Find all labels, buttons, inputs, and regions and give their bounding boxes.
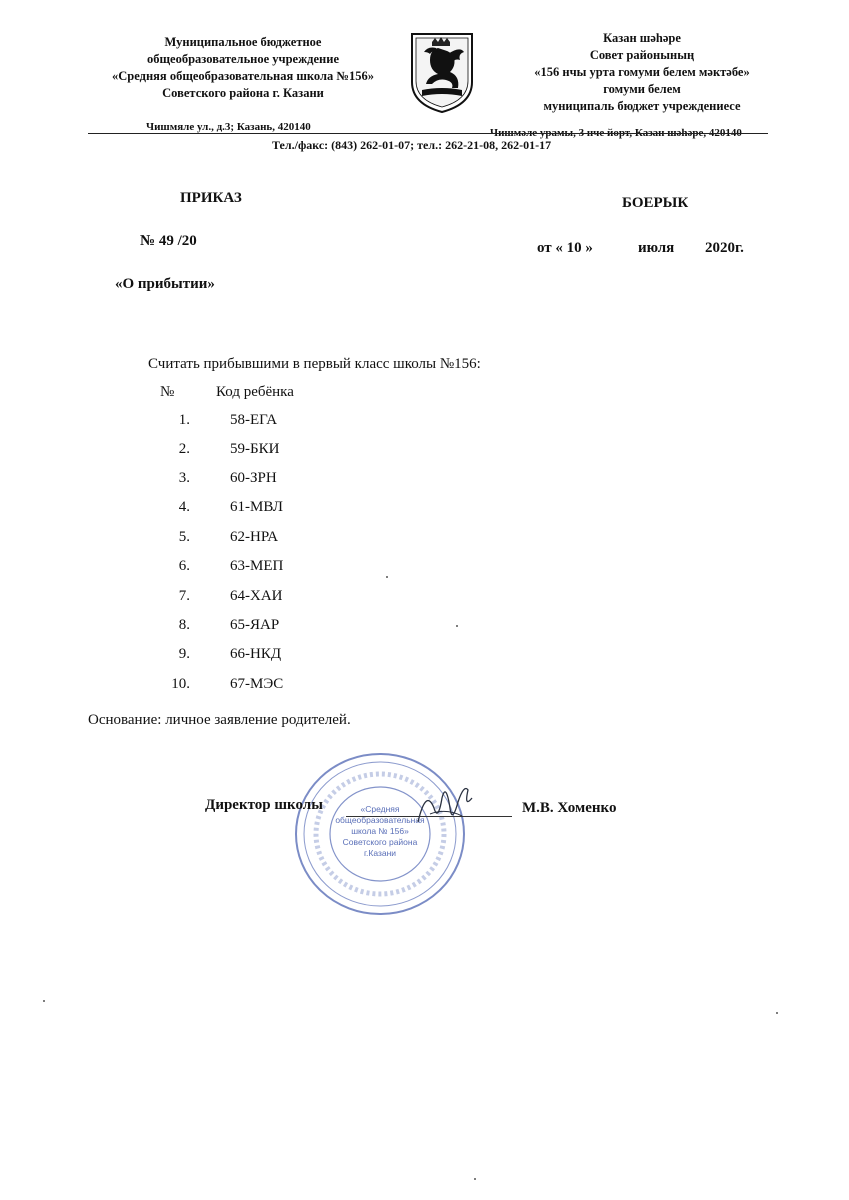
header-right-line: Совет районының — [589, 48, 695, 62]
list-item — [150, 558, 390, 578]
scan-speck — [474, 1178, 476, 1180]
order-date-month: июля — [638, 240, 675, 256]
coat-of-arms-icon — [408, 30, 476, 114]
scan-speck — [386, 576, 388, 578]
list-item — [150, 470, 390, 490]
intro-text: Считать прибывшими в первый класс школы №156: — [148, 356, 481, 372]
item-number: 9. — [178, 646, 190, 662]
item-number: 1. — [178, 412, 190, 428]
child-code: 59-БКИ — [230, 441, 280, 457]
address-left: Чишмяле ул., д.3; Казань, 420140 — [146, 121, 311, 133]
list-item — [150, 588, 390, 608]
header-left-line: общеобразовательное учреждение — [147, 52, 339, 66]
list-item — [150, 676, 390, 696]
stamp-line: школа № 156» — [351, 826, 409, 836]
item-number: 8. — [178, 617, 190, 633]
list-item — [150, 412, 390, 432]
header-right-line: «156 нчы урта гомуми белем мәктәбе» — [534, 65, 750, 79]
child-code: 66-НКД — [230, 646, 282, 662]
list-item — [150, 499, 390, 519]
child-code: 64-ХАИ — [230, 588, 283, 604]
stamp-line: Советского района — [342, 837, 418, 847]
item-number: 4. — [178, 499, 190, 515]
header-divider-line — [88, 133, 768, 134]
header-right-line: гомуми белем — [603, 82, 681, 96]
basis-text: Основание: личное заявление родителей. — [88, 712, 351, 728]
stamp-line: «Средняя — [360, 804, 400, 814]
list-item — [150, 529, 390, 549]
item-number: 3. — [178, 470, 190, 486]
address-right: Чишмәле урамы, 3 нче йорт, Казан шәһәре, 420140 — [490, 127, 742, 139]
item-number: 6. — [178, 558, 190, 574]
child-code: 58-ЕГА — [230, 412, 278, 428]
order-date-day: от « 10 » — [537, 240, 593, 256]
order-subject: «О прибытии» — [115, 276, 215, 292]
order-date-year: 2020г. — [705, 240, 744, 256]
stamp-line: г.Казани — [363, 848, 397, 858]
list-item — [150, 617, 390, 637]
child-code: 63-МЕП — [230, 558, 284, 574]
list-item — [150, 441, 390, 461]
order-number: № 49 /20 — [140, 233, 197, 249]
child-code: 60-ЗРН — [230, 470, 277, 486]
item-number: 7. — [178, 588, 190, 604]
header-left-line: Муниципальное бюджетное — [164, 35, 322, 49]
child-code: 67-МЭС — [230, 676, 284, 692]
header-right-line: муниципаль бюджет учреждениесе — [543, 99, 741, 113]
order-title-tt: БОЕРЫК — [622, 195, 689, 211]
item-number: 10. — [171, 676, 190, 692]
header-left-line: «Средняя общеобразовательная школа №156» — [112, 69, 374, 83]
phone-line: Тел./факс: (843) 262-01-07; тел.: 262-21-08, 262-01-17 — [272, 138, 552, 152]
child-code: 61-МВЛ — [230, 499, 283, 515]
scan-speck — [456, 625, 458, 627]
column-number-header: № — [160, 384, 175, 400]
header-left-block — [78, 34, 408, 102]
stamp-line: общеобразовательная — [335, 815, 425, 825]
director-name: М.В. Хоменко — [522, 800, 617, 816]
item-number: 2. — [178, 441, 190, 457]
order-title-ru: ПРИКАЗ — [180, 190, 242, 206]
header-right-block — [506, 30, 778, 115]
handwritten-signature — [412, 778, 482, 838]
child-code: 62-НРА — [230, 529, 279, 545]
list-header — [150, 384, 390, 404]
scan-speck — [43, 1000, 45, 1002]
child-code: 65-ЯАР — [230, 617, 280, 633]
scan-speck — [776, 1012, 778, 1014]
list-item — [150, 646, 390, 666]
director-position: Директор школы — [205, 797, 323, 813]
header-left-line: Советского района г. Казани — [162, 86, 324, 100]
header-right-line: Казан шәһәре — [603, 31, 681, 45]
column-code-header: Код ребёнка — [216, 384, 294, 400]
item-number: 5. — [178, 529, 190, 545]
